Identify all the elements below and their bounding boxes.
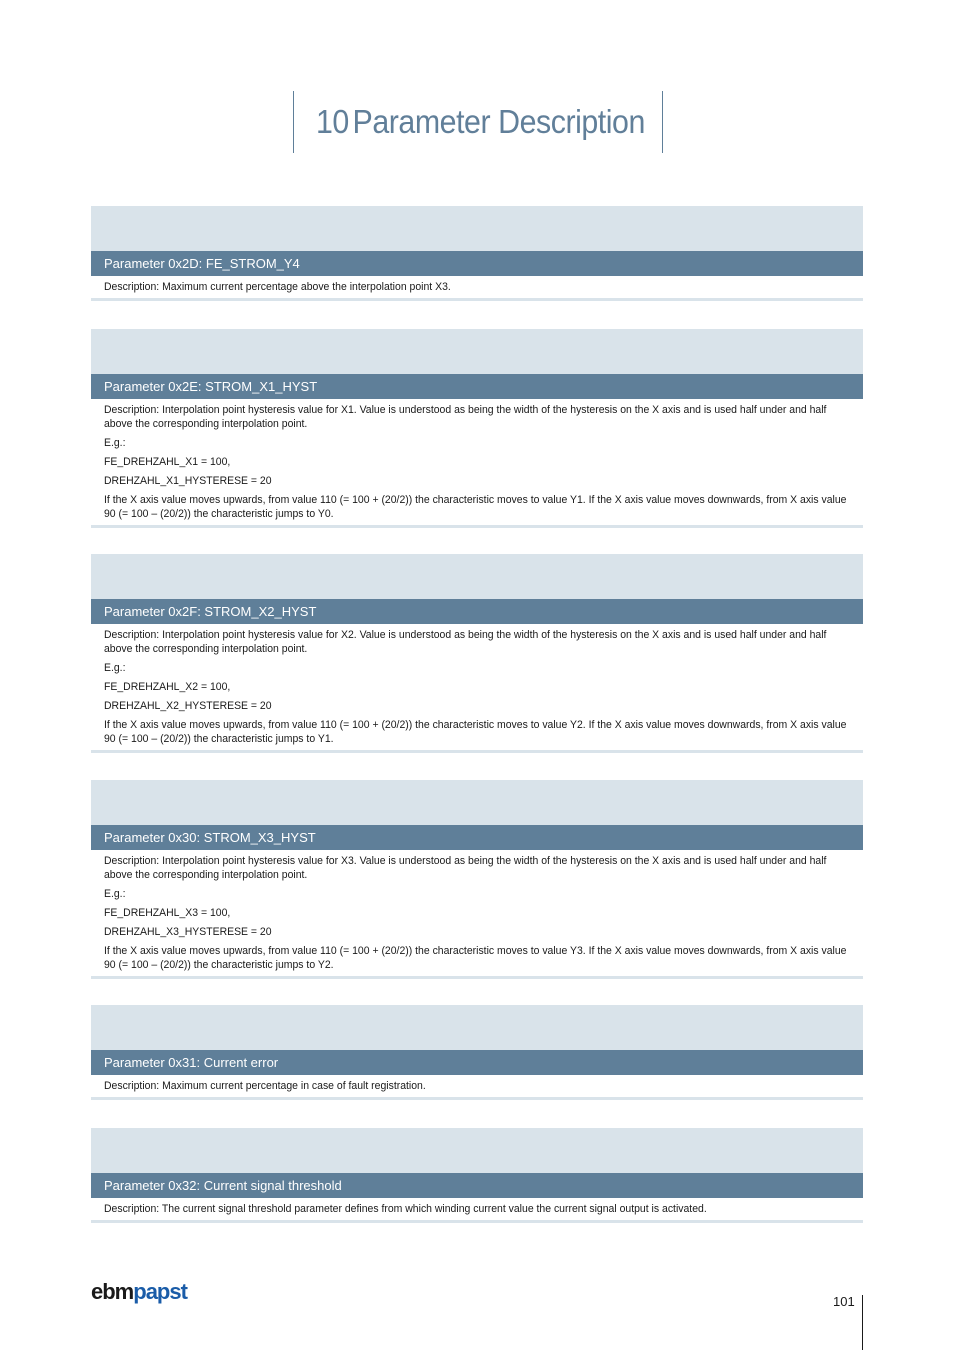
description-text: Description: Maximum current percentage in case of fault registration.: [104, 1080, 426, 1092]
section-divider: [91, 1097, 863, 1100]
section-divider: [91, 976, 863, 979]
section-heading: Parameter 0x2F: STROM_X2_HYST: [91, 599, 863, 624]
section-spacer: [91, 1005, 863, 1050]
logo-ebm: ebm: [91, 1279, 134, 1304]
section-body: [91, 1198, 863, 1220]
chapter-title-text: Parameter Description: [352, 103, 645, 140]
description-text: Description: Interpolation point hysteresis value for X3. Value is understood as being the width of the hysteresis on the X axis and is used half under and half above the corresponding interpolation point.: [104, 855, 827, 881]
section-spacer: [91, 780, 863, 825]
section-spacer: [91, 1128, 863, 1173]
explanation-text: If the X axis value moves upwards, from value 110 (= 100 + (20/2)) the characteristic moves to value Y1. If the X axis value moves downwards, from X axis value 90 (= 100 – (20/2)) the characteristic jumps to Y0.: [104, 494, 847, 520]
ebmpapst-logo: [91, 1279, 187, 1305]
page-number: 101: [833, 1294, 855, 1309]
section-heading: Parameter 0x30: STROM_X3_HYST: [91, 825, 863, 850]
parameter-section-0x2e: [91, 329, 863, 528]
description-text: Description: The current signal threshold parameter defines from which winding current value the current signal output is activated.: [104, 1203, 707, 1215]
example-line: DREHZAHL_X2_HYSTERESE = 20: [104, 700, 272, 712]
section-body: [91, 276, 863, 298]
parameter-section-0x2f: [91, 554, 863, 753]
page-number-rule: [862, 1295, 863, 1350]
example-line: DREHZAHL_X1_HYSTERESE = 20: [104, 475, 272, 487]
example-line: DREHZAHL_X3_HYSTERESE = 20: [104, 926, 272, 938]
chapter-title-frame: [293, 91, 663, 153]
chapter-number: 10: [316, 103, 349, 140]
section-heading: Parameter 0x2D: FE_STROM_Y4: [91, 251, 863, 276]
section-body: [91, 850, 863, 976]
parameter-section-0x32: [91, 1128, 863, 1223]
example-line: FE_DREHZAHL_X1 = 100,: [104, 456, 231, 468]
section-heading: Parameter 0x2E: STROM_X1_HYST: [91, 374, 863, 399]
section-divider: [91, 525, 863, 528]
example-line: FE_DREHZAHL_X2 = 100,: [104, 681, 231, 693]
section-spacer: [91, 206, 863, 251]
section-divider: [91, 298, 863, 301]
section-spacer: [91, 554, 863, 599]
example-label: E.g.:: [104, 888, 126, 900]
example-label: E.g.:: [104, 662, 126, 674]
explanation-text: If the X axis value moves upwards, from value 110 (= 100 + (20/2)) the characteristic moves to value Y3. If the X axis value moves downwards, from X axis value 90 (= 100 – (20/2)) the characteristic jumps to Y2.: [104, 945, 847, 971]
section-body: [91, 1075, 863, 1097]
description-text: Description: Maximum current percentage above the interpolation point X3.: [104, 281, 451, 293]
section-divider: [91, 750, 863, 753]
parameter-section-0x2d: [91, 206, 863, 301]
section-divider: [91, 1220, 863, 1223]
chapter-title: [316, 103, 645, 141]
logo-papst: papst: [133, 1279, 187, 1304]
explanation-text: If the X axis value moves upwards, from value 110 (= 100 + (20/2)) the characteristic moves to value Y2. If the X axis value moves downwards, from X axis value 90 (= 100 – (20/2)) the characteristic jumps to Y1.: [104, 719, 847, 745]
section-heading: Parameter 0x31: Current error: [91, 1050, 863, 1075]
parameter-section-0x30: [91, 780, 863, 979]
section-body: [91, 399, 863, 525]
parameter-section-0x31: [91, 1005, 863, 1100]
section-body: [91, 624, 863, 750]
example-line: FE_DREHZAHL_X3 = 100,: [104, 907, 231, 919]
description-text: Description: Interpolation point hysteresis value for X2. Value is understood as being the width of the hysteresis on the X axis and is used half under and half above the corresponding interpolation point.: [104, 629, 827, 655]
section-spacer: [91, 329, 863, 374]
example-label: E.g.:: [104, 437, 126, 449]
section-heading: Parameter 0x32: Current signal threshold: [91, 1173, 863, 1198]
description-text: Description: Interpolation point hysteresis value for X1. Value is understood as being the width of the hysteresis on the X axis and is used half under and half above the corresponding interpolation point.: [104, 404, 827, 430]
